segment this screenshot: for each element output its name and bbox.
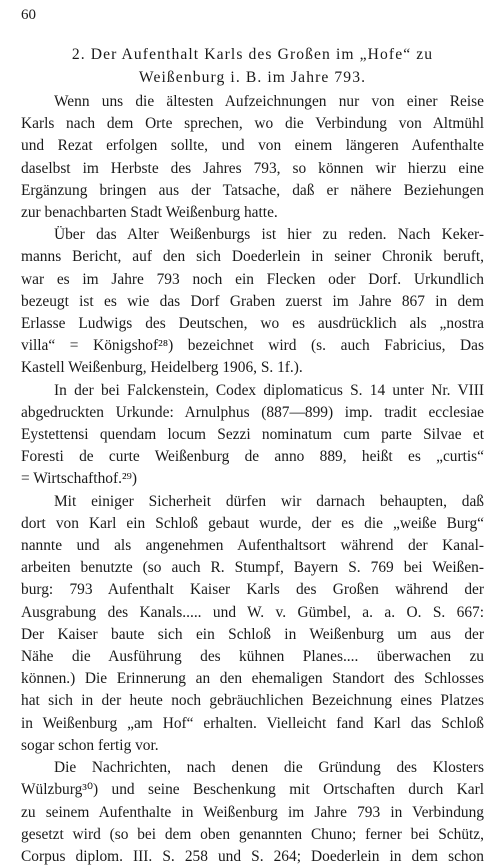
text-line: Wülzburg³⁰) und seine Beschenkung mit Ortschaften durch Karl [21, 781, 484, 799]
text-line: In der bei Falckenstein, Codex diplomaticus S. 14 unter Nr. VIII [54, 381, 484, 399]
body-text [21, 91, 484, 868]
text-line: Erlasse Ludwigs des Deutschen, wo es ausdrücklich als „nostra [21, 315, 484, 333]
text-line: Kastell Weißenburg, Heidelberg 1906, S. 1f.). [21, 359, 303, 377]
text-line: Die Nachrichten, nach denen die Gründung des Klosters [54, 759, 484, 777]
text-line: = Wirtschafthof.²⁹) [21, 470, 138, 488]
text-line: und Rezat erfolgen sollte, und von einem längeren Aufenthalte [21, 137, 484, 155]
text-line: bezeugt ist es wie das Dorf Graben zuerst im Jahre 867 in dem [21, 292, 484, 310]
heading-line: Weißenburg i. B. im Jahre 793. [138, 69, 367, 86]
text-line: Foresti de curte Weißenburg de anno 889, heißt es „curtis“ [21, 448, 484, 466]
text-line: Corpus diplom. III. S. 258 und S. 264; Doederlein in dem schon [21, 847, 484, 865]
text-line: können.) Die Erinnerung an den ehemaligen Standort des Schlosses [21, 670, 484, 688]
text-line: Über das Alter Weißenburgs ist hier zu reden. Nach Keker- [54, 226, 484, 244]
text-line: burg: 793 Aufenthalt Kaiser Karls des Großen während der [21, 581, 484, 599]
text-line: gesetzt wird (so bei dem oben genannten Chuno; ferner bei Schütz, [21, 825, 484, 843]
text-line: arbeiten benutzte (so auch R. Stumpf, Bayern S. 769 bei Weißen- [21, 559, 484, 577]
page-number: 60 [21, 7, 36, 23]
text-line: dort von Karl ein Schloß gebaut wurde, der es die „weiße Burg“ [21, 514, 484, 532]
paragraph [21, 380, 484, 491]
heading-line: 2. Der Aufenthalt Karls des Großen im „Hofe“ zu [71, 46, 434, 63]
text-line: zur benachbarten Stadt Weißenburg hatte. [21, 204, 278, 222]
text-line: nannte und als angenehmen Aufenthaltsort während der Kanal- [21, 537, 484, 555]
text-line: war es im Jahre 793 noch ein Flecken oder Dorf. Urkundlich [21, 270, 484, 288]
text-line: sogar schon fertig vor. [21, 736, 159, 754]
paragraph [21, 491, 484, 757]
text-line: abgedruckten Urkunde: Arnulphus (887—899) imp. tradit ecclesiae [21, 403, 484, 421]
text-line: hat sich in der heute noch gebräuchlichen Bezeichnung eines Platzes [21, 692, 484, 710]
text-line: Eystettensi quendam locum Sezzi nominatum cum parte Silvae et [21, 426, 484, 444]
text-line: Karls nach dem Orte sprechen, wo die Verbindung von Altmühl [21, 115, 484, 133]
text-line: Ausgrabung des Kanals..... und W. v. Gümbel, a. a. O. S. 667: [21, 603, 484, 621]
text-line: Ergänzung bringen aus der Tatsache, daß er nähere Beziehungen [21, 181, 484, 199]
document-page [21, 6, 484, 868]
text-line: Der Kaiser baute sich ein Schloß in Weißenburg um aus der [21, 625, 484, 643]
text-line: Wenn uns die ältesten Aufzeichnungen nur von einer Reise [54, 93, 484, 110]
text-line: villa“ = Königshof²⁸) bezeichnet wird (s. auch Fabricius, Das [21, 337, 484, 355]
text-line: manns Bericht, auf den sich Doederlein in seiner Chronik beruft, [21, 248, 484, 266]
text-line: Mit einiger Sicherheit dürfen wir darnach behaupten, daß [54, 492, 484, 510]
text-line: zu seinem Aufenthalte in Weißenburg im Jahre 793 in Verbindung [21, 803, 484, 821]
text-line: Nähe die Ausführung des kühnen Planes.... überwachen zu [21, 648, 484, 666]
section-heading [21, 43, 484, 89]
paragraph [21, 91, 484, 224]
text-line: daselbst im Herbste des Jahres 793, so können wir hierzu eine [21, 159, 484, 177]
paragraph [21, 224, 484, 379]
text-line: in Weißenburg „am Hof“ erhalten. Vielleicht fand Karl das Schloß [21, 714, 484, 732]
